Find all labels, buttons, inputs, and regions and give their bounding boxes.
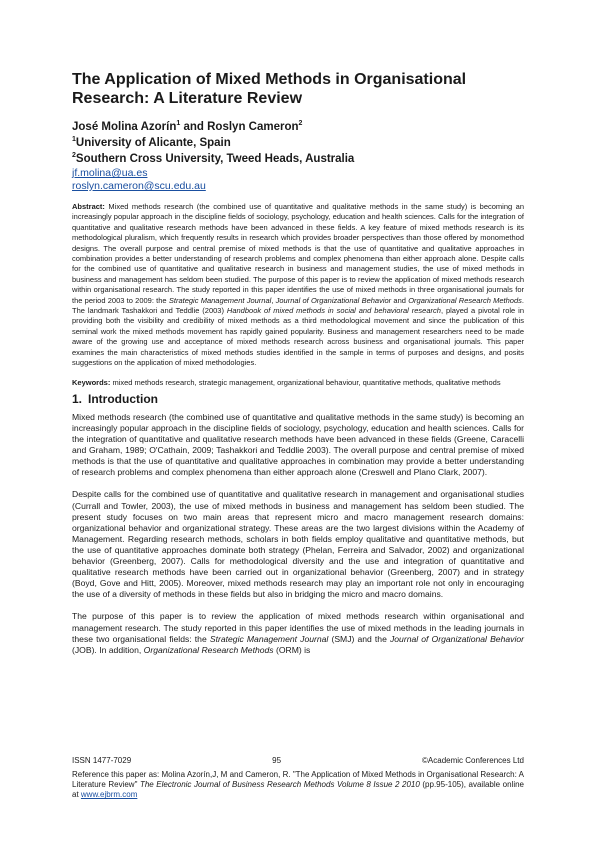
title-line-1: The Application of Mixed Methods in Organisational <box>72 71 467 88</box>
affiliation-1 <box>72 135 524 151</box>
citation-reference <box>72 770 524 801</box>
email-link-1[interactable]: jf.molina@ua.es <box>72 167 148 179</box>
section-title: Introduction <box>88 391 158 406</box>
intro-paragraph-2: Despite calls for the combined use of quantitative and qualitative research in management and organisational studies (Currall and Towler, 2003), the use of mixed methods in business and management has seldom been studied. The present study focuses on two main areas that represent micro and macro management research domains: organizational behavior and organizational strategy. These areas are the two largest divisions within the Academy of Management. Regarding research methods, scholars in both fields employ qualitative and quantitative methods, but the use of quantitative approaches dominate both strategy (Phelan, Ferreira and Salvador, 2002) and organizational behavior (Greenberg, 2007). Calls for methodological diversity and the use and integration of quantitative and qualitative research methods have been carried out in organizational behavior (Greenberg, 2007) and in strategy (Boyd, Gove and Hitt, 2005). Moreover, mixed methods research may play an important role not only in encouraging the use of a diversity of methods in these fields but also in bridging the micro and macro domains. <box>72 489 524 600</box>
abstract-sep-1: , <box>271 295 276 305</box>
intro-p3-journal-2: Journal of Organizational Behavior <box>389 633 524 644</box>
abstract-text-3: , played a pivotal role in providing both the visibility and credibility of mixed methods as a third methodological movement and since the publication of this seminal work the mixed methods movement has rapidly gained popularity. Business and management researchers need to be made aware of the growing use and acceptance of mixed methods research across business and organisational journals. This paper examines the main characteristics of mixed methods studies identified in the sample in terms of purposes and designs, and posits suggestions on the application of mixed methodologies. <box>72 306 524 368</box>
abstract-text-1: Mixed methods research (the combined use of quantitative and qualitative methods in the same study) is becoming an increasingly popular approach in the discipline fields of sociology, psychology, education and health sciences. Calls for the integration of quantitative and qualitative research methods have been advanced in these fields. A key feature of mixed methods research is its methodological pluralism, which frequently results in research which provides broader perspectives than those offered by monomethod designs. The overall purpose and central premise of mixed methods is that the use of quantitative and qualitative approaches in combination provides a better understanding of research problems and complex phenomena than either approach alone. Despite calls for the combined use of quantitative and qualitative research in business and management studies, the use of mixed methods in business and management has seldom been studied. The purpose of this paper is to review the application of mixed methods research within organisational research. The study reported in this paper identifies the use of mixed methods in three organisational journals for the period 2003 to 2009: the <box>72 202 524 305</box>
email-link-2[interactable]: roslyn.cameron@scu.edu.au <box>72 180 206 192</box>
abstract-journal-1: Strategic Management Journal <box>168 295 272 305</box>
intro-p3-journal-3: Organizational Research Methods <box>143 644 274 655</box>
footer-copyright: ©Academic Conferences Ltd <box>422 756 524 765</box>
intro-p3-text-a: The purpose of this paper is to review the application of mixed methods research within organisational and management research. The study reported in this paper identifies the use of mixed methods in the leading journals in these two organisational fields: the <box>72 611 524 644</box>
paper-title <box>72 70 524 108</box>
email-list <box>72 167 524 193</box>
affiliation-2-mark: 2 <box>72 152 76 160</box>
keywords-text: mixed methods research, strategic management, organizational behaviour, quantitative methods, qualitative methods <box>112 377 501 387</box>
paper-content <box>72 70 524 656</box>
author-2-affil-mark: 2 <box>298 120 303 128</box>
citation-suffix: (pp.95-105), available online at <box>72 780 524 800</box>
intro-paragraph-3 <box>72 611 524 655</box>
abstract-journal-2: Journal of Organizational Behavior <box>275 295 392 305</box>
citation-url-link[interactable]: www.ejbrm.com <box>80 790 138 800</box>
abstract <box>72 202 524 369</box>
page-footer <box>72 756 524 766</box>
intro-paragraph-1: Mixed methods research (the combined use of quantitative and qualitative methods in the same study) is becoming an increasingly popular approach in the discipline fields of sociology, psychology, education and health sciences. Calls for the integration of quantitative and qualitative research methods have been advanced in these fields (Greene, Caracelli and Graham, 1989; O'Cathain, 2009; Tashakkori and Teddlie 2003). The overall purpose and central premise of mixed methods is that the use of quantitative and qualitative approaches in combination may provide a better understanding of research problems and complex phenomena than either approach alone (Creswell and Plano Clark, 2007). <box>72 411 524 478</box>
abstract-journal-3: Organizational Research Methods <box>408 295 522 305</box>
footer-row <box>72 756 524 766</box>
citation-journal: The Electronic Journal of Business Research Methods Volume 8 Issue 2 2010 <box>139 780 420 790</box>
citation-prefix: Reference this paper as: Molina Azorín,J, M and Cameron, R. "The Application of Mixed Methods in Organisational Research: A Literature Review" <box>72 770 524 790</box>
section-heading-introduction <box>72 392 524 406</box>
section-number: 1. <box>72 391 83 406</box>
intro-p3-text-d: (ORM) is <box>273 644 311 655</box>
author-1-affil-mark: 1 <box>176 120 181 128</box>
author-line <box>72 120 524 135</box>
abstract-label: Abstract: <box>72 202 105 211</box>
affiliation-1-text: University of Alicante, Spain <box>75 137 231 149</box>
intro-p3-text-c: (JOB). In addition, <box>72 644 142 655</box>
affiliation-2-text: Southern Cross University, Tweed Heads, Australia <box>75 153 355 165</box>
intro-p3-journal-1: Strategic Management Journal <box>209 633 329 644</box>
author-2: and Roslyn Cameron <box>183 121 299 133</box>
intro-p3-text-b: (SMJ) and the <box>328 633 387 644</box>
abstract-sep-2: and <box>391 295 409 305</box>
footer-issn: ISSN 1477-7029 <box>72 756 132 765</box>
abstract-book-title: Handbook of mixed methods in social and behavioral research <box>226 306 441 316</box>
affiliation-2 <box>72 151 524 167</box>
footer-page-number: 95 <box>272 756 282 765</box>
keywords <box>72 378 524 388</box>
title-line-2: Research: A Literature Review <box>72 90 303 107</box>
affiliation-1-mark: 1 <box>72 136 76 144</box>
author-1: José Molina Azorín <box>72 121 177 133</box>
abstract-text-2: . The landmark Tashakkori and Teddlie (2003) <box>72 295 524 316</box>
keywords-label: Keywords: <box>72 377 111 387</box>
